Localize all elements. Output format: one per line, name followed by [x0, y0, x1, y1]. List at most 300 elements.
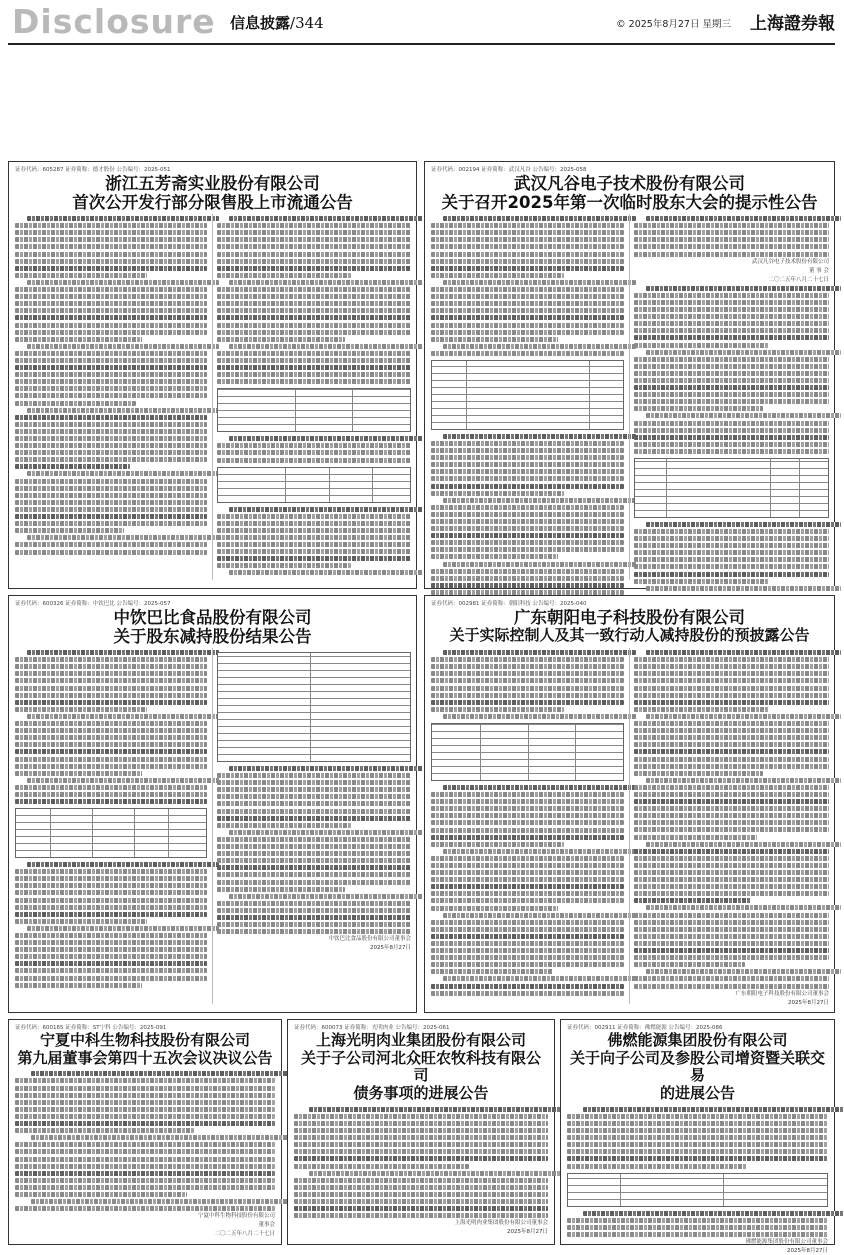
text-line [634, 328, 829, 333]
text-line [217, 330, 411, 335]
text-line [217, 273, 351, 278]
text-line [15, 315, 207, 320]
text-line [431, 230, 624, 235]
text-line [431, 455, 624, 460]
text-line [15, 301, 207, 306]
text-line [15, 443, 207, 448]
text-line [443, 216, 636, 221]
page-number: /344 [290, 14, 324, 32]
text-line [443, 714, 636, 719]
text-line [217, 308, 411, 313]
text-line [294, 1121, 548, 1126]
text-line [15, 1107, 275, 1112]
text-line [15, 890, 207, 895]
text-line [431, 273, 564, 278]
text-line [15, 237, 207, 242]
text-line [634, 364, 829, 369]
notice-codes: 证券代码：002981 证券简称：朝阳科技 公告编号：2025-040 [431, 601, 587, 607]
text-line [431, 671, 624, 676]
text-line [27, 778, 219, 783]
text-line [431, 934, 624, 939]
text-line [443, 849, 636, 854]
notice-title: 宁夏中科生物科技股份有限公司 [39, 1031, 250, 1049]
text-line [646, 413, 841, 418]
text-line [634, 293, 829, 298]
text-line [15, 1164, 275, 1169]
text-line [646, 905, 841, 910]
text-line [217, 880, 411, 885]
text-line [431, 678, 624, 683]
text-line [217, 823, 351, 828]
text-line [294, 1192, 548, 1197]
text-line [431, 991, 624, 996]
text-line [634, 891, 829, 896]
text-line [634, 314, 829, 319]
text-line [15, 436, 207, 441]
text-line [634, 550, 829, 555]
text-line [431, 569, 624, 574]
text-line [431, 664, 624, 669]
text-line [294, 1185, 548, 1190]
text-line [15, 486, 207, 491]
text-line [431, 842, 564, 847]
text-line [217, 244, 411, 249]
text-line [634, 976, 829, 981]
body-text [15, 862, 207, 988]
text-line [431, 462, 624, 467]
text-line [431, 799, 624, 804]
signoff-date: 2025年8月27日 [507, 1229, 548, 1236]
text-line [634, 686, 829, 691]
text-line [634, 728, 829, 733]
text-line [431, 792, 624, 797]
text-line [15, 358, 207, 363]
text-line [431, 955, 624, 960]
text-line [217, 237, 411, 242]
body-text [634, 286, 829, 454]
text-line [27, 408, 219, 413]
text-line [15, 528, 124, 533]
text-line [634, 223, 829, 228]
text-line [217, 780, 411, 785]
text-line [431, 813, 624, 818]
text-line [229, 507, 423, 512]
share-table [217, 388, 411, 432]
text-line [294, 1149, 548, 1154]
text-line [634, 934, 829, 939]
text-line [431, 969, 553, 974]
text-line [217, 259, 411, 264]
text-line [217, 915, 411, 920]
text-line [15, 323, 207, 328]
notice-body-left [15, 648, 207, 1006]
text-line [217, 773, 411, 778]
text-line [634, 230, 829, 235]
notice-title: 佛燃能源集团股份有限公司 [607, 1031, 788, 1049]
notice-zhongyinbi [8, 595, 417, 1013]
text-line [15, 266, 207, 271]
text-line [431, 686, 624, 691]
text-line [634, 927, 829, 932]
text-line [634, 572, 829, 577]
text-line [15, 983, 142, 988]
notice-subtitle: 第九届董事会第四十五次会议决议公告 [17, 1048, 273, 1067]
text-line [27, 714, 219, 719]
text-line [646, 650, 841, 655]
text-line [15, 968, 207, 973]
text-line [15, 749, 207, 754]
text-line [217, 301, 411, 306]
text-line [15, 686, 207, 691]
text-line [217, 801, 411, 806]
text-line [217, 794, 411, 799]
text-line [217, 443, 411, 448]
text-line [567, 1142, 828, 1147]
notice-title: 浙江五芳斋实业股份有限公司 [105, 174, 320, 193]
capital-table [567, 1173, 828, 1207]
text-line [634, 678, 829, 683]
notice-body [567, 1211, 828, 1237]
notice-subtitle: 关于子公司河北众旺农牧科技有限公司 [300, 1048, 541, 1085]
text-line [431, 259, 624, 264]
text-line [15, 514, 207, 519]
text-line [15, 259, 207, 264]
notice-title: 广东朝阳电子科技股份有限公司 [514, 608, 745, 627]
text-line [217, 542, 411, 547]
proxy-table [634, 458, 829, 518]
text-line [217, 323, 411, 328]
signoff-board: 上海光明肉业集团股份有限公司董事会 [454, 1220, 548, 1227]
text-line [217, 365, 411, 370]
text-line [294, 1156, 548, 1161]
signoff-date: 二〇二五年八月二十七日 [214, 1231, 275, 1238]
text-line [15, 785, 207, 790]
text-line [431, 693, 624, 698]
notice-title: 武汉凡谷电子技术股份有限公司 [514, 174, 745, 193]
text-line [583, 1107, 844, 1112]
notice-subtitle-2: 的进展公告 [659, 1084, 735, 1103]
text-line [431, 941, 624, 946]
text-line [431, 835, 624, 840]
text-line [431, 554, 558, 559]
text-line [15, 792, 207, 797]
text-line [15, 379, 207, 384]
notice-zhejiang [8, 161, 417, 589]
text-line [431, 484, 624, 489]
text-line [431, 287, 624, 292]
holding-table [431, 723, 624, 781]
text-line [15, 393, 207, 398]
signoff-company: 武汉凡谷电子技术股份有限公司 [751, 258, 829, 265]
text-line [15, 693, 207, 698]
text-line [431, 505, 624, 510]
text-line [634, 307, 829, 312]
notice-subtitle: 关于股东减持股份结果公告 [113, 627, 312, 647]
text-line [431, 294, 624, 299]
notice-body-left [431, 214, 624, 582]
notice-subtitle: 关于实际控制人及其一致行动人减持股份的预披露公告 [449, 626, 810, 645]
text-line [634, 428, 829, 433]
notice-wuhan [424, 161, 835, 589]
text-line [294, 1135, 548, 1140]
text-line [431, 533, 624, 538]
text-line [634, 764, 829, 769]
column-divider [629, 214, 630, 580]
text-line [634, 664, 829, 669]
text-line [15, 919, 147, 924]
body-text [217, 766, 411, 934]
text-line [15, 1121, 275, 1126]
text-line [217, 514, 411, 519]
text-line [15, 947, 207, 952]
text-line [431, 700, 624, 705]
notice-subtitle: 关于向子公司及参股公司增资暨关联交易 [569, 1048, 825, 1085]
text-line [217, 837, 411, 842]
text-line [15, 1192, 187, 1197]
text-line [634, 898, 751, 903]
text-line [15, 700, 207, 705]
text-line [15, 707, 147, 712]
masthead-rule [8, 43, 835, 45]
text-line [431, 266, 624, 271]
text-line [27, 862, 219, 867]
text-line [443, 913, 636, 918]
notice-body-right [634, 214, 829, 582]
text-line [31, 1135, 291, 1140]
text-line [567, 1121, 828, 1126]
notice-codes: 证券代码：605287 证券简称：德才股份 公告编号：2025-051 [15, 167, 171, 173]
text-line [217, 230, 411, 235]
text-line [634, 813, 829, 818]
text-line [634, 856, 829, 861]
text-line [634, 771, 763, 776]
masthead [8, 0, 835, 42]
text-line [15, 457, 207, 462]
text-line [217, 851, 411, 856]
text-line [15, 869, 207, 874]
text-line [443, 498, 636, 503]
text-line [217, 372, 411, 377]
text-line [15, 883, 207, 888]
notice-foran [560, 1019, 835, 1254]
text-line [27, 216, 219, 221]
text-line [634, 749, 829, 754]
text-line [15, 493, 207, 498]
text-line [431, 315, 624, 320]
text-line [15, 550, 207, 555]
text-line [583, 1211, 844, 1216]
text-line [217, 901, 411, 906]
notice-shanghai [287, 1019, 555, 1245]
text-line [15, 954, 207, 959]
signoff-board: 董 事 会 [809, 267, 829, 274]
text-line [431, 252, 624, 257]
text-line [431, 877, 624, 882]
text-line [431, 337, 558, 342]
text-line [634, 671, 829, 676]
text-line [646, 350, 841, 355]
text-line [634, 406, 763, 411]
text-line [634, 421, 829, 426]
body-text [634, 650, 829, 988]
text-line [634, 962, 745, 967]
text-line [217, 929, 411, 934]
text-line [15, 415, 207, 420]
text-line [15, 771, 142, 776]
text-line [634, 849, 829, 854]
text-line [634, 920, 829, 925]
text-line [634, 955, 829, 960]
text-line [294, 1178, 548, 1183]
notice-body [15, 1071, 275, 1211]
column-divider [212, 214, 213, 580]
text-line [27, 344, 219, 349]
text-line [431, 898, 624, 903]
text-line [634, 757, 829, 762]
text-line [15, 1185, 275, 1190]
text-line [217, 287, 411, 292]
text-line [27, 650, 219, 655]
text-line [431, 526, 624, 531]
text-line [217, 556, 411, 561]
text-line [309, 1171, 563, 1176]
text-line [634, 237, 829, 242]
text-line [15, 757, 207, 762]
text-line [431, 547, 624, 552]
text-line [634, 806, 829, 811]
text-line [634, 913, 829, 918]
column-divider [212, 648, 213, 1004]
text-line [15, 735, 207, 740]
text-line [431, 476, 624, 481]
text-line [27, 926, 219, 931]
text-line [229, 216, 423, 221]
notice-codes: 证券代码：600073 证券简称：光明肉业 公告编号：2025-061 [294, 1025, 450, 1031]
body-text [217, 436, 411, 462]
text-line [15, 940, 207, 945]
text-line [431, 540, 624, 545]
notice-body-left [431, 648, 624, 1006]
notice-title: 中饮巴比食品股份有限公司 [113, 608, 312, 627]
text-line [634, 941, 829, 946]
text-line [15, 464, 130, 469]
text-line [567, 1128, 828, 1133]
text-line [634, 742, 829, 747]
brand-wordmark: Disclosure [12, 2, 216, 41]
signoff-company: 宁夏中科生物科技股份有限公司 [197, 1213, 275, 1220]
signoff-date: 2025年8月27日 [370, 945, 411, 952]
text-line [217, 887, 345, 892]
text-line [217, 458, 411, 463]
text-line [634, 820, 829, 825]
text-line [634, 449, 829, 454]
text-line [217, 379, 411, 384]
text-line [646, 216, 841, 221]
text-line [646, 842, 841, 847]
text-line [634, 543, 829, 548]
signoff-board: 中饮巴比食品股份有限公司董事会 [328, 936, 411, 943]
notice-ningxia [8, 1019, 282, 1245]
text-line [217, 809, 411, 814]
body-text [634, 216, 829, 256]
text-line [15, 1100, 275, 1105]
text-line [15, 273, 147, 278]
text-line [15, 764, 207, 769]
text-line [634, 884, 829, 889]
text-line [431, 927, 624, 932]
text-line [443, 434, 636, 439]
text-line [15, 521, 207, 526]
text-line [567, 1114, 828, 1119]
newspaper-logo: 上海證券報 [750, 14, 835, 34]
text-line [646, 522, 841, 527]
proposal-table [431, 360, 624, 430]
text-line [217, 337, 345, 342]
signoff-date: 2025年8月27日 [788, 999, 829, 1006]
text-line [646, 969, 841, 974]
text-line [217, 294, 411, 299]
text-line [15, 386, 207, 391]
text-line [294, 1114, 548, 1119]
notice-codes: 证券代码：600326 证券简称：中饮巴比 公告编号：2025-057 [15, 601, 171, 607]
text-line [567, 1225, 828, 1230]
text-line [431, 512, 624, 517]
text-line [15, 898, 207, 903]
text-line [443, 562, 636, 567]
text-line [634, 870, 829, 875]
text-line [431, 806, 624, 811]
text-line [431, 863, 624, 868]
text-line [431, 583, 624, 588]
text-line [634, 707, 769, 712]
text-line [634, 948, 829, 953]
text-line [15, 1128, 194, 1133]
text-line [431, 519, 624, 524]
text-line [15, 1078, 275, 1083]
text-line [431, 491, 564, 496]
text-line [15, 961, 207, 966]
text-line [634, 693, 829, 698]
reduction-table [217, 652, 411, 762]
text-line [634, 557, 829, 562]
column-divider [629, 648, 630, 1004]
text-line [634, 984, 829, 989]
text-line [217, 266, 411, 271]
text-line [15, 330, 207, 335]
text-line [431, 920, 624, 925]
text-line [634, 579, 769, 584]
text-line [217, 528, 411, 533]
text-line [15, 429, 207, 434]
body-text [634, 522, 829, 591]
text-line [443, 976, 636, 981]
issue-date: © 2025年8月27日 星期三 [616, 19, 731, 30]
text-line [229, 894, 423, 899]
text-line [431, 308, 624, 313]
text-line [646, 714, 841, 719]
text-line [15, 252, 207, 257]
text-line [431, 301, 624, 306]
text-line [294, 1213, 548, 1218]
text-line [634, 435, 829, 440]
text-line [229, 344, 423, 349]
text-line [431, 828, 624, 833]
text-line [634, 252, 829, 257]
text-line [15, 976, 207, 981]
text-line [431, 330, 624, 335]
text-line [431, 948, 624, 953]
holder-table [15, 808, 207, 858]
